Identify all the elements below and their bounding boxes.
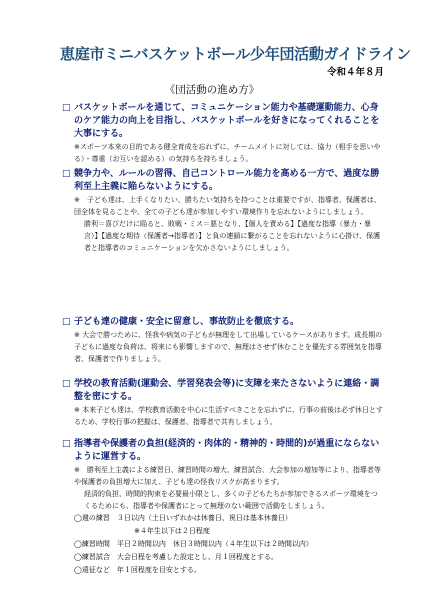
guideline-section-1	[62, 102, 384, 165]
guideline-heading: バスケットボールを通じて、コミュニケーション能力や基礎運動能力、心身のケア能力の向上を目指し、バスケットボールを好きになってくれることを大事にする。	[74, 103, 380, 139]
condition-row: ※４年生以下は２日程度	[134, 527, 210, 535]
guideline-note: ※ 本来子ども達は、学校教育活動を中心に生活すべきことを忘れずに、行事の前後は必ず休日とするため、学校行事の把握は、保護者、指導者で共有しましょう。	[74, 406, 383, 426]
checkbox-square-icon: □	[62, 169, 71, 179]
checkbox-square-icon: □	[62, 439, 71, 449]
guideline-section-3	[62, 316, 384, 365]
guideline-section-5	[62, 438, 384, 577]
guideline-heading: 競争力や、ルールの習得、自己コントロール能力を高める一方で、過度な勝利至上主義に陥らないようにする。	[74, 169, 380, 192]
guideline-note: 勝利＝喜びだけに陥ると、敗戦・ミス＝悪となり、【個人を責める】【過度な指導（暴力・暴言）】【過度な期待（保護者→指導者）】と負の連鎖に繋がることを忘れないように心掛け、保護者と指導者のコミュニケーションを欠かさないようにしましょう。	[84, 220, 381, 252]
condition-row: ◯遠征など 年１回程度を目安とする。	[74, 566, 201, 574]
guideline-note: 経済的負担、時間的拘束を必要最小限とし、多くの子どもたちが参加できるスポーツ環境をつくるためにも、指導者や保護者にとって無理のない範囲で活動をしましょう。	[84, 490, 378, 510]
document-date: 令和４年８月	[326, 67, 384, 78]
guideline-section-2	[62, 168, 384, 254]
guideline-note: ※ 子ども達は、上手くなりたい、勝ちたい気持ちを持つことは重要ですが、指導者、保護者は、団全体を見ることや、全ての子ども達が参加しやすい環境作りを忘れないようにしましょう。	[74, 196, 381, 216]
guideline-heading: 指導者や保護者の負担(経済的・肉体的・精神的・時間的)が過重にならないように運営する。	[74, 439, 380, 462]
guideline-note: ※ 勝利至上主義による練習日、練習時間の増大、練習試合、大会参加の増加等により、指導者等や保護者の負担増大に加え、子ども達の怪我リスクが高まります。	[74, 466, 381, 486]
guideline-section-4	[62, 378, 384, 428]
checkbox-square-icon: □	[62, 379, 71, 389]
document-title: 恵庭市ミニバスケットボール少年団活動ガイドライン	[60, 45, 411, 63]
section-heading: 《団活動の進め方》	[164, 84, 260, 96]
checkbox-square-icon: □	[62, 317, 71, 327]
condition-row: ◯週の練習 ３日以内（土日いずれかは休養日、祝日は基本休養日）	[74, 514, 292, 522]
guideline-note: ※ 大会で勝つために、怪我や病気の子どもが無理をして出場しているケースがあります。成長期の子どもに過度な負荷は、将来にも影響しますので、無理はさせず休むことを優先する雰囲気を指導者、保護者で作りましょう。	[74, 331, 383, 363]
guideline-heading: 子ども達の健康・安全に留意し、事故防止を徹底する。	[74, 317, 300, 327]
guideline-heading: 学校の教育活動(運動会、学習発表会等)に支障を来たさないように連絡・調整を密にする。	[74, 379, 380, 402]
condition-row: ◯練習試合 大会日程を考慮した設定とし、月１回程度とする。	[74, 553, 278, 561]
condition-row: ◯練習時間 平日２時間以内 休日３時間以内（４年生以下は２時間以内）	[74, 540, 313, 548]
checkbox-square-icon: □	[62, 103, 71, 113]
guideline-note: ※スポーツ本来の目的である健全育成を忘れずに、チームメイトに対しては、協力（相手を思いやる）・尊重（お互いを認める）の気持ちを持ちましょう。	[74, 143, 381, 163]
